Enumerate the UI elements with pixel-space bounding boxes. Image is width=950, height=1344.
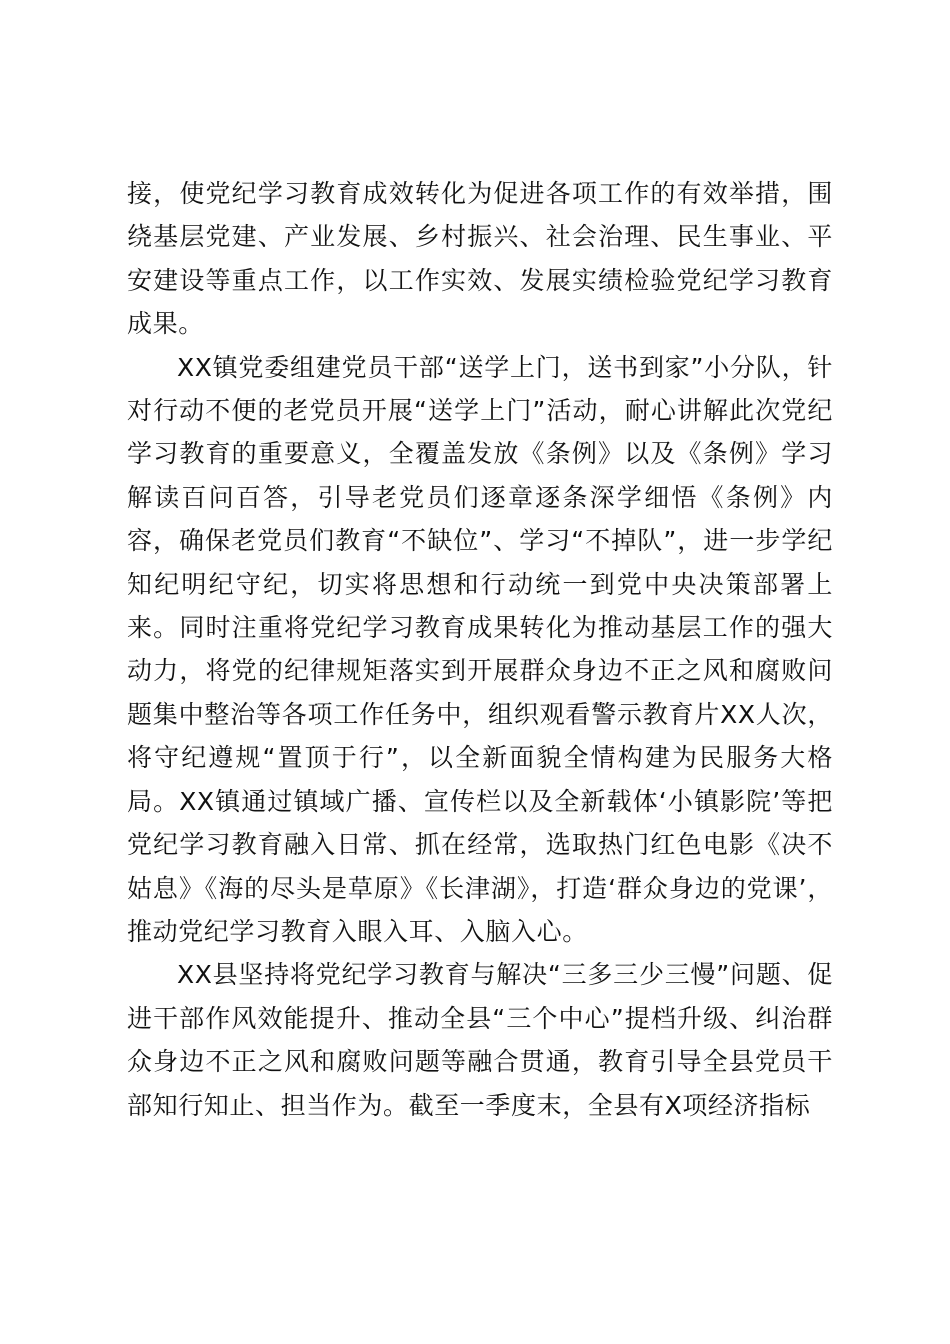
paragraph-xx-town: XX镇党委组建党员干部“送学上门，送书到家”小分队，针对行动不便的老党员开展“送学上门”活动，耐心讲解此次党纪学习教育的重要意义，全覆盖发放《条例》以及《条例》学习解读百问百答，引导老党员们逐章逐条深学细悟《条例》内容，确保老党员们教育“不缺位”、学习“不掉队”，进一步学纪知纪明纪守纪，切实将思想和行动统一到党中央决策部署上来。同时注重将党纪学习教育成果转化为推动基层工作的强大动力，将党的纪律规矩落实到开展群众身边不正之风和腐败问题集中整治等各项工作任务中，组织观看警示教育片XX人次，将守纪遵规“置顶于行”，以全新面貌全情构建为民服务大格局。XX镇通过镇域广播、宣传栏以及全新载体‘小镇影院’等把党纪学习教育融入日常、抓在经常，选取热门红色电影《决不姑息》《海的尽头是草原》《长津湖》，打造‘群众身边的党课’，推动党纪学习教育入眼入耳、入脑入心。 — [127, 352, 833, 946]
paragraph-xx-county: XX县坚持将党纪学习教育与解决“三多三少三慢”问题、促进干部作风效能提升、推动全县“三个中心”提档升级、纠治群众身边不正之风和腐败问题等融合贯通，教育引导全县党员干部知行知止、担当作为。截至一季度末，全县有X项经济指标 — [127, 960, 833, 1120]
paragraph-continuation: 接，使党纪学习教育成效转化为促进各项工作的有效举措，围绕基层党建、产业发展、乡村振兴、社会治理、民生事业、平安建设等重点工作，以工作实效、发展实绩检验党纪学习教育成果。 — [127, 179, 833, 339]
document-body — [127, 172, 833, 1127]
